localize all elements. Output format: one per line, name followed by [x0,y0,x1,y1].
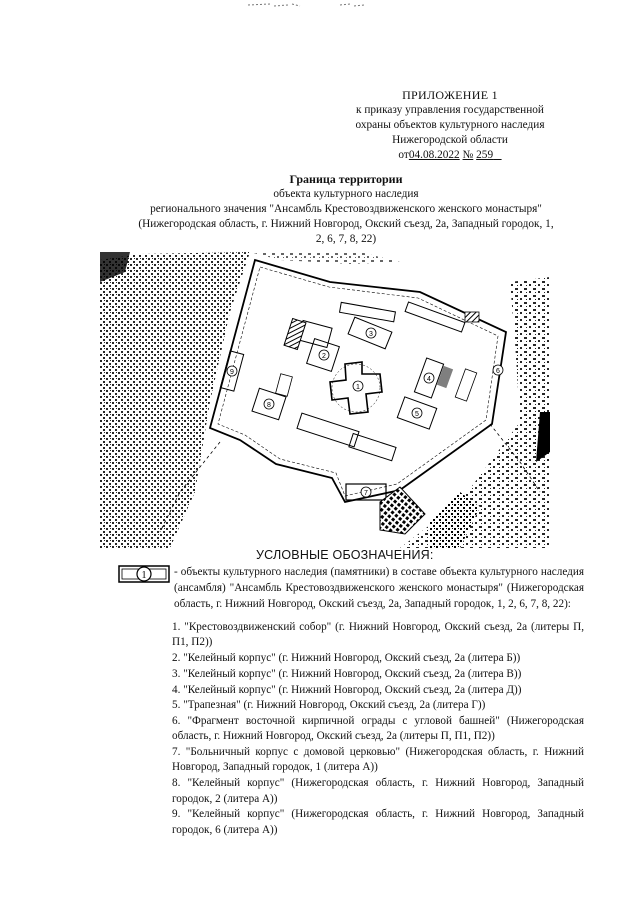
scan-noise [240,0,400,10]
appendix-line-1: к приказу управления государственной [356,104,544,116]
map-label-8: 8 [267,402,271,409]
map-label-1: 1 [356,384,360,391]
order-number: 259 [476,149,494,161]
legend-header: УСЛОВНЫЕ ОБОЗНАЧЕНИЯ: [256,548,434,562]
map-marker-9 [227,366,237,376]
heading-line-1: объекта культурного наследия [273,188,419,200]
map-marker-6 [493,365,503,375]
legend-item-6: 6. "Фрагмент восточной кирпичной ограды с угловой башней" (Нижегородская область, г. Нижний Новгород, Окский съезд, 2а (литеры П, П1, П2)) [172,714,584,743]
heading-line-3: (Нижегородская область, г. Нижний Новгород, Окский съезд, 2а, Западный городок, 1, [138,218,554,230]
legend-item-7: 7. "Больничный корпус с домовой церковью" (Нижегородская область, г. Нижний Новгород, Западный городок, 1 (литера А)) [172,746,584,774]
legend-item-1: 1. "Крестовоздвиженский собор" (г. Нижний Новгород, Окский съезд, 2а (литеры П, П1, П2)) [172,621,584,649]
map-label-4: 4 [427,376,431,383]
site-plan-map [100,252,550,548]
appendix-header [322,88,578,163]
appendix-line-3: Нижегородской области [392,134,508,146]
legend-items [172,620,584,838]
legend-description: - объекты культурного наследия (памятники) в составе объекта культурного наследия (ансамбля) "Ансамбль Крестовоздвиженского женского монастыря" (Нижегородская область, г. Нижний Новгород, Окский съезд, 2а, Западный городок, 1, 2, 6, 7, 8, 22): [174,566,584,610]
legend-item-4: 4. "Келейный корпус" (г. Нижний Новгород, Окский съезд, 2а (литера Д)) [172,683,522,696]
order-line [322,148,578,163]
map-marker-3 [366,328,376,338]
order-date: 04.08.2022 [408,149,460,161]
map-label-3: 3 [369,331,373,338]
heading-line-4: 2, 6, 7, 8, 22) [315,233,377,245]
appendix-title: ПРИЛОЖЕНИЕ 1 [402,88,498,102]
legend-item-8: 8. "Келейный корпус" (Нижегородская область, г. Нижний Новгород, Западный городок, 2 (литера А)) [172,777,584,805]
order-prefix: от [398,149,409,161]
map-marker-1 [353,381,363,391]
legend-item-9: 9. "Келейный корпус" (Нижегородская область, г. Нижний Новгород, Западный городок, 6 (литера А)) [172,808,584,836]
map-marker-4 [424,373,434,383]
heading-line-2: регионального значения "Ансамбль Крестовоздвиженского женского монастыря" [150,203,542,215]
document-heading [96,172,596,247]
map-label-6: 6 [496,368,500,375]
map-marker-7 [361,487,371,497]
page-title: Граница территории [289,172,403,186]
map-label-5: 5 [415,411,419,418]
order-number-label: № [462,149,474,161]
map-marker-2 [319,350,329,360]
legend-item-5: 5. "Трапезная" (г. Нижний Новгород, Окский съезд, 2а (литера Г)) [172,699,486,712]
appendix-line-2: охраны объектов культурного наследия [355,119,545,131]
map-label-9: 9 [230,369,234,376]
map-label-2: 2 [322,353,326,360]
legend-symbol [118,564,170,584]
legend-item-2: 2. "Келейный корпус" (г. Нижний Новгород, Окский съезд, 2а (литера Б)) [172,652,521,665]
map-label-7: 7 [364,490,368,497]
legend-symbol-label: 1 [141,570,147,581]
map-marker-8 [264,399,274,409]
legend-item-3: 3. "Келейный корпус" (г. Нижний Новгород, Окский съезд, 2а (литера В)) [172,667,522,680]
map-marker-5 [412,408,422,418]
